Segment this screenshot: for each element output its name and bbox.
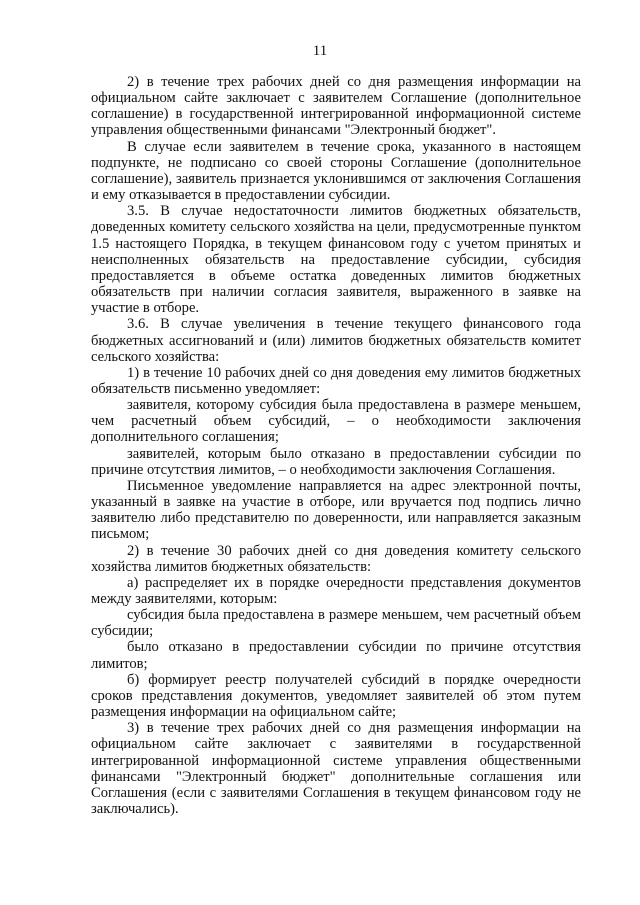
paragraph: б) формирует реестр получателей субсидий в порядке очередности сроков представления документов, уведомляет заявителей об этом путем размещения информации на официальном сайте;	[91, 671, 581, 721]
paragraph: было отказано в предоставлении субсидии по причине отсутствия лимитов;	[91, 639, 581, 672]
paragraph: 3.5. В случае недостаточности лимитов бюджетных обязательств, доведенных комитету сельского хозяйства на цели, предусмотренные пунктом 1.5 настоящего Порядка, в текущем финансовом году с учетом принятых и неисполненных обязательств на предоставление субсидии, субсидия предоставляется в объеме остатка доведенных лимитов бюджетных обязательств при наличии согласия заявителя, выраженного в заявке на участие в отборе.	[91, 203, 581, 317]
paragraph: заявителей, которым было отказано в предоставлении субсидии по причине отсутствия лимитов, – о необходимости заключения Соглашения.	[91, 445, 581, 478]
paragraph: 2) в течение трех рабочих дней со дня размещения информации на официальном сайте заключает с заявителем Соглашение (дополнительное соглашение) в государственной интегрированной информационной системе управления общественными финансами "Электронный бюджет".	[91, 74, 581, 139]
page-number: 11	[312, 43, 328, 59]
paragraph: Письменное уведомление направляется на адрес электронной почты, указанный в заявке на участие в отборе, или вручается под подпись лично заявителю либо представителю по доверенности, или направляется заказным письмом;	[91, 477, 581, 543]
document-body	[91, 74, 581, 817]
paragraph: а) распределяет их в порядке очередности представления документов между заявителями, которым:	[91, 574, 581, 607]
paragraph: 2) в течение 30 рабочих дней со дня доведения комитету сельского хозяйства лимитов бюджетных обязательств:	[91, 542, 581, 575]
paragraph: 3.6. В случае увеличения в течение текущего финансового года бюджетных ассигнований и (или) лимитов бюджетных обязательств комитет сельского хозяйства:	[91, 316, 581, 365]
paragraph: заявителя, которому субсидия была предоставлена в размере меньшем, чем расчетный объем субсидий, – о необходимости заключения дополнительного соглашения;	[91, 397, 581, 446]
paragraph: 1) в течение 10 рабочих дней со дня доведения ему лимитов бюджетных обязательств письменно уведомляет:	[91, 364, 581, 397]
paragraph: 3) в течение трех рабочих дней со дня размещения информации на официальном сайте заключает с заявителями в государственной интегрированной информационной системе управления общественными финансами "Электронный бюджет" дополнительные соглашения или Соглашения (если с заявителями Соглашения в текущем финансовом году не заключались).	[91, 720, 581, 818]
paragraph: В случае если заявителем в течение срока, указанного в настоящем подпункте, не подписано со своей стороны Соглашение (дополнительное соглашение), заявитель признается уклонившимся от заключения Соглашения и ему отказывается в предоставлении субсидии.	[91, 138, 581, 204]
paragraph: субсидия была предоставлена в размере меньшем, чем расчетный объем субсидии;	[91, 607, 581, 640]
